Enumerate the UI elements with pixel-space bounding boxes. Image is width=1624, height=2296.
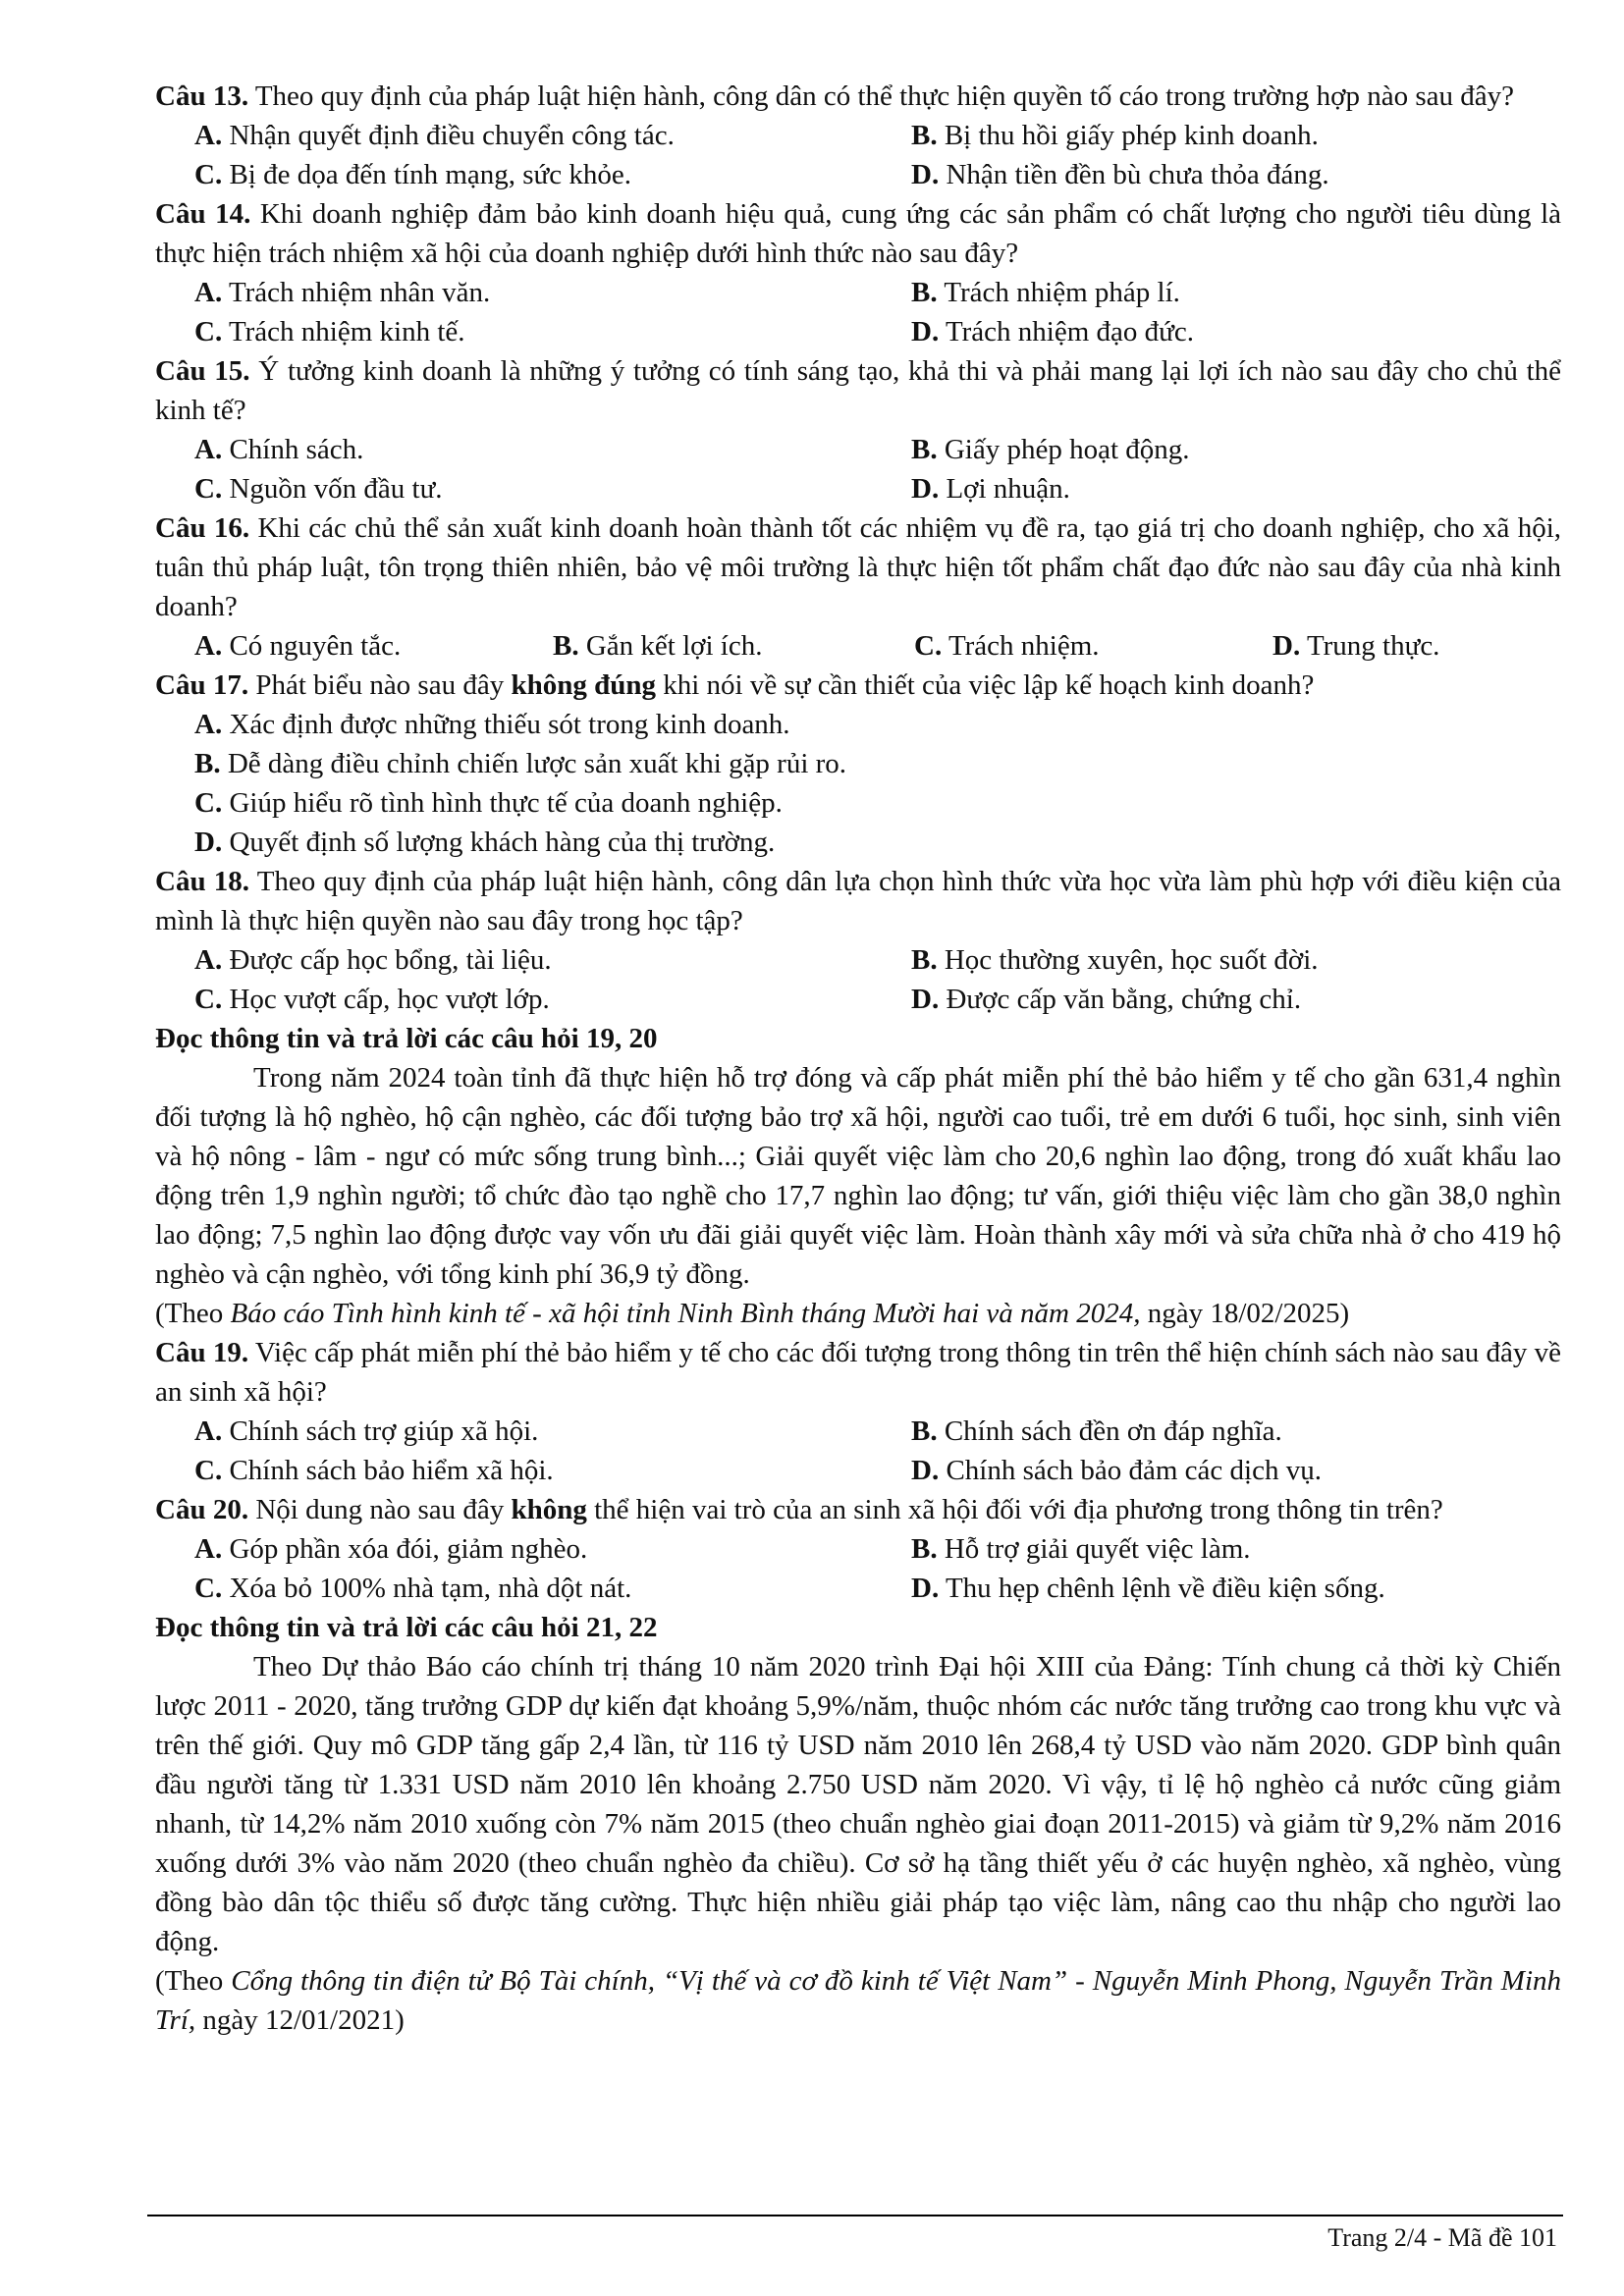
emphasis: không bbox=[511, 1494, 587, 1525]
question-label: Câu 16. bbox=[155, 512, 250, 544]
emphasis: không đúng bbox=[511, 669, 656, 701]
option-d: D. Được cấp văn bằng, chứng chỉ. bbox=[911, 984, 1302, 1015]
question-text: Ý tưởng kinh doanh là những ý tưởng có tính sáng tạo, khả thi và phải mang lại lợi ích nào sau đây cho chủ thể kinh tế? bbox=[155, 355, 1562, 426]
question-18 bbox=[155, 862, 1561, 940]
question-text: Khi doanh nghiệp đảm bảo kinh doanh hiệu quả, cung ứng các sản phẩm có chất lượng cho người tiêu dùng là thực hiện trách nhiệm xã hội của doanh nghiệp dưới hình thức nào sau đây? bbox=[155, 198, 1561, 269]
page-footer: Trang 2/4 - Mã đề 101 bbox=[1327, 2223, 1557, 2252]
option-c: C. Bị đe dọa đến tính mạng, sức khỏe. bbox=[194, 159, 632, 190]
question-20: Câu 20. Nội dung nào sau đây không thể hiện vai trò của an sinh xã hội đối với địa phương trong thông tin trên? bbox=[155, 1494, 1443, 1525]
question-15 bbox=[155, 351, 1561, 430]
question-label: Câu 20. bbox=[155, 1494, 249, 1525]
option-b: B. Hỗ trợ giải quyết việc làm. bbox=[911, 1533, 1251, 1565]
options bbox=[155, 626, 1561, 666]
option-c: C. Xóa bỏ 100% nhà tạm, nhà dột nát. bbox=[194, 1573, 632, 1604]
option-b: B. Dễ dàng điều chỉnh chiến lược sản xuất khi gặp rủi ro. bbox=[194, 748, 847, 779]
question-19 bbox=[155, 1333, 1561, 1412]
option-b: B. Bị thu hồi giấy phép kinh doanh. bbox=[911, 120, 1319, 151]
options bbox=[155, 116, 1561, 194]
question-13 bbox=[155, 77, 1561, 116]
options bbox=[155, 1412, 1561, 1490]
option-a: A. Được cấp học bổng, tài liệu. bbox=[194, 944, 552, 976]
option-b: B. Gắn kết lợi ích. bbox=[553, 630, 763, 662]
option-d: D. Chính sách bảo đảm các dịch vụ. bbox=[911, 1455, 1322, 1486]
question-label: Câu 17. bbox=[155, 669, 249, 701]
option-a: A. Góp phần xóa đói, giảm nghèo. bbox=[194, 1533, 588, 1565]
option-d: D. Trách nhiệm đạo đức. bbox=[911, 316, 1194, 347]
reading-passage-1: Trong năm 2024 toàn tỉnh đã thực hiện hỗ trợ đóng và cấp phát miễn phí thẻ bảo hiểm y tế cho gần 631,4 nghìn đối tượng là hộ nghèo, hộ cận nghèo, các đối tượng bảo trợ xã hội, người cao tuổi, trẻ em dưới 6 tuổi, học sinh, sinh viên và hộ nông - lâm - ngư có mức sống trung bình...; Giải quyết việc làm cho 20,6 nghìn lao động, trong đó xuất khẩu lao động trên 1,9 nghìn người; tổ chức đào tạo nghề cho 17,7 nghìn lao động; tư vấn, giới thiệu việc làm cho gần 38,0 nghìn lao động; 7,5 nghìn lao động được vay vốn ưu đãi giải quyết việc làm. Hoàn thành xây mới và sửa chữa nhà ở cho 419 hộ nghèo và cận nghèo, với tổng kinh phí 36,9 tỷ đồng. bbox=[155, 1062, 1561, 1290]
exam-page bbox=[155, 77, 1561, 2040]
option-b: B. Học thường xuyên, học suốt đời. bbox=[911, 944, 1319, 976]
option-d: D. Nhận tiền đền bù chưa thỏa đáng. bbox=[911, 159, 1329, 190]
question-label: Câu 13. bbox=[155, 80, 249, 112]
question-17: Câu 17. Phát biểu nào sau đây không đúng khi nói về sự cần thiết của việc lập kế hoạch kinh doanh? bbox=[155, 669, 1315, 701]
footer-divider bbox=[147, 2215, 1563, 2216]
question-text: Khi các chủ thể sản xuất kinh doanh hoàn thành tốt các nhiệm vụ đề ra, tạo giá trị cho doanh nghiệp, cho xã hội, tuân thủ pháp luật, tôn trọng thiên nhiên, bảo vệ môi trường là thực hiện tốt phẩm chất đạo đức nào sau đây của nhà kinh doanh? bbox=[155, 512, 1562, 622]
option-c: C. Trách nhiệm kinh tế. bbox=[194, 316, 465, 347]
reading-heading-21-22: Đọc thông tin và trả lời các câu hỏi 21, 22 bbox=[155, 1612, 658, 1643]
option-c: C. Trách nhiệm. bbox=[914, 630, 1100, 662]
reading-passage-2: Theo Dự thảo Báo cáo chính trị tháng 10 năm 2020 trình Đại hội XIII của Đảng: Tính chung cả thời kỳ Chiến lược 2011 - 2020, tăng trưởng GDP dự kiến đạt khoảng 5,9%/năm, thuộc nhóm các nước tăng trưởng cao trong khu vực và trên thế giới. Quy mô GDP tăng gấp 2,4 lần, từ 116 tỷ USD năm 2010 lên 268,4 tỷ USD vào năm 2020. GDP bình quân đầu người tăng từ 1.331 USD năm 2010 lên khoảng 2.750 USD năm 2020. Vì vậy, tỉ lệ hộ nghèo cả nước cũng giảm nhanh, từ 14,2% năm 2010 xuống còn 7% năm 2015 (theo chuẩn nghèo giai đoạn 2011-2015) và giảm từ 9,2% năm 2016 xuống dưới 3% vào năm 2020 (theo chuẩn nghèo đa chiều). Cơ sở hạ tầng thiết yếu ở các huyện nghèo, xã nghèo, vùng đồng bào dân tộc thiểu số được tăng cường. Thực hiện nhiều giải pháp tạo việc làm, nâng cao thu nhập cho người lao động. bbox=[155, 1651, 1561, 1957]
option-d: D. Trung thực. bbox=[1272, 630, 1440, 662]
question-label: Câu 18. bbox=[155, 866, 250, 897]
option-c: C. Nguồn vốn đầu tư. bbox=[194, 473, 443, 505]
option-c: C. Chính sách bảo hiểm xã hội. bbox=[194, 1455, 554, 1486]
option-d: D. Lợi nhuận. bbox=[911, 473, 1070, 505]
reading-heading-19-20: Đọc thông tin và trả lời các câu hỏi 19, 20 bbox=[155, 1023, 658, 1054]
question-14 bbox=[155, 194, 1561, 273]
options bbox=[155, 430, 1561, 508]
option-b: B. Trách nhiệm pháp lí. bbox=[911, 277, 1180, 308]
question-text: Theo quy định của pháp luật hiện hành, công dân có thể thực hiện quyền tố cáo trong trường hợp nào sau đây? bbox=[254, 80, 1514, 112]
option-d: D. Thu hẹp chênh lệnh về điều kiện sống. bbox=[911, 1573, 1385, 1604]
question-label: Câu 14. bbox=[155, 198, 251, 230]
option-c: C. Học vượt cấp, học vượt lớp. bbox=[194, 984, 550, 1015]
option-a: A. Chính sách. bbox=[194, 434, 364, 465]
options bbox=[155, 705, 1561, 862]
option-a: A. Chính sách trợ giúp xã hội. bbox=[194, 1415, 539, 1447]
reading-source-1: (Theo Báo cáo Tình hình kinh tế - xã hội tỉnh Ninh Bình tháng Mười hai và năm 2024, ngày 18/02/2025) bbox=[155, 1298, 1350, 1329]
option-c: C. Giúp hiểu rõ tình hình thực tế của doanh nghiệp. bbox=[194, 787, 783, 819]
option-a: A. Có nguyên tắc. bbox=[194, 630, 402, 662]
options bbox=[155, 1529, 1561, 1608]
question-16 bbox=[155, 508, 1561, 626]
option-a: A. Trách nhiệm nhân văn. bbox=[194, 277, 491, 308]
question-label: Câu 15. bbox=[155, 355, 250, 387]
options bbox=[155, 273, 1561, 351]
option-a: A. Xác định được những thiếu sót trong kinh doanh. bbox=[194, 709, 790, 740]
reading-source-2: (Theo Cổng thông tin điện tử Bộ Tài chính, “Vị thế và cơ đồ kinh tế Việt Nam” - Nguyễn Minh Phong, Nguyễn Trần Minh Trí, ngày 12/01/2021) bbox=[155, 1965, 1561, 2036]
option-d: D. Quyết định số lượng khách hàng của thị trường. bbox=[194, 827, 776, 858]
option-a: A. Nhận quyết định điều chuyển công tác. bbox=[194, 120, 675, 151]
question-text: Việc cấp phát miễn phí thẻ bảo hiểm y tế cho các đối tượng trong thông tin trên thể hiện chính sách nào sau đây về an sinh xã hội? bbox=[155, 1337, 1561, 1408]
question-text: Theo quy định của pháp luật hiện hành, công dân lựa chọn hình thức vừa học vừa làm phù hợp với điều kiện của mình là thực hiện quyền nào sau đây trong học tập? bbox=[155, 866, 1561, 936]
option-b: B. Chính sách đền ơn đáp nghĩa. bbox=[911, 1415, 1282, 1447]
question-label: Câu 19. bbox=[155, 1337, 249, 1368]
option-b: B. Giấy phép hoạt động. bbox=[911, 434, 1190, 465]
options bbox=[155, 940, 1561, 1019]
